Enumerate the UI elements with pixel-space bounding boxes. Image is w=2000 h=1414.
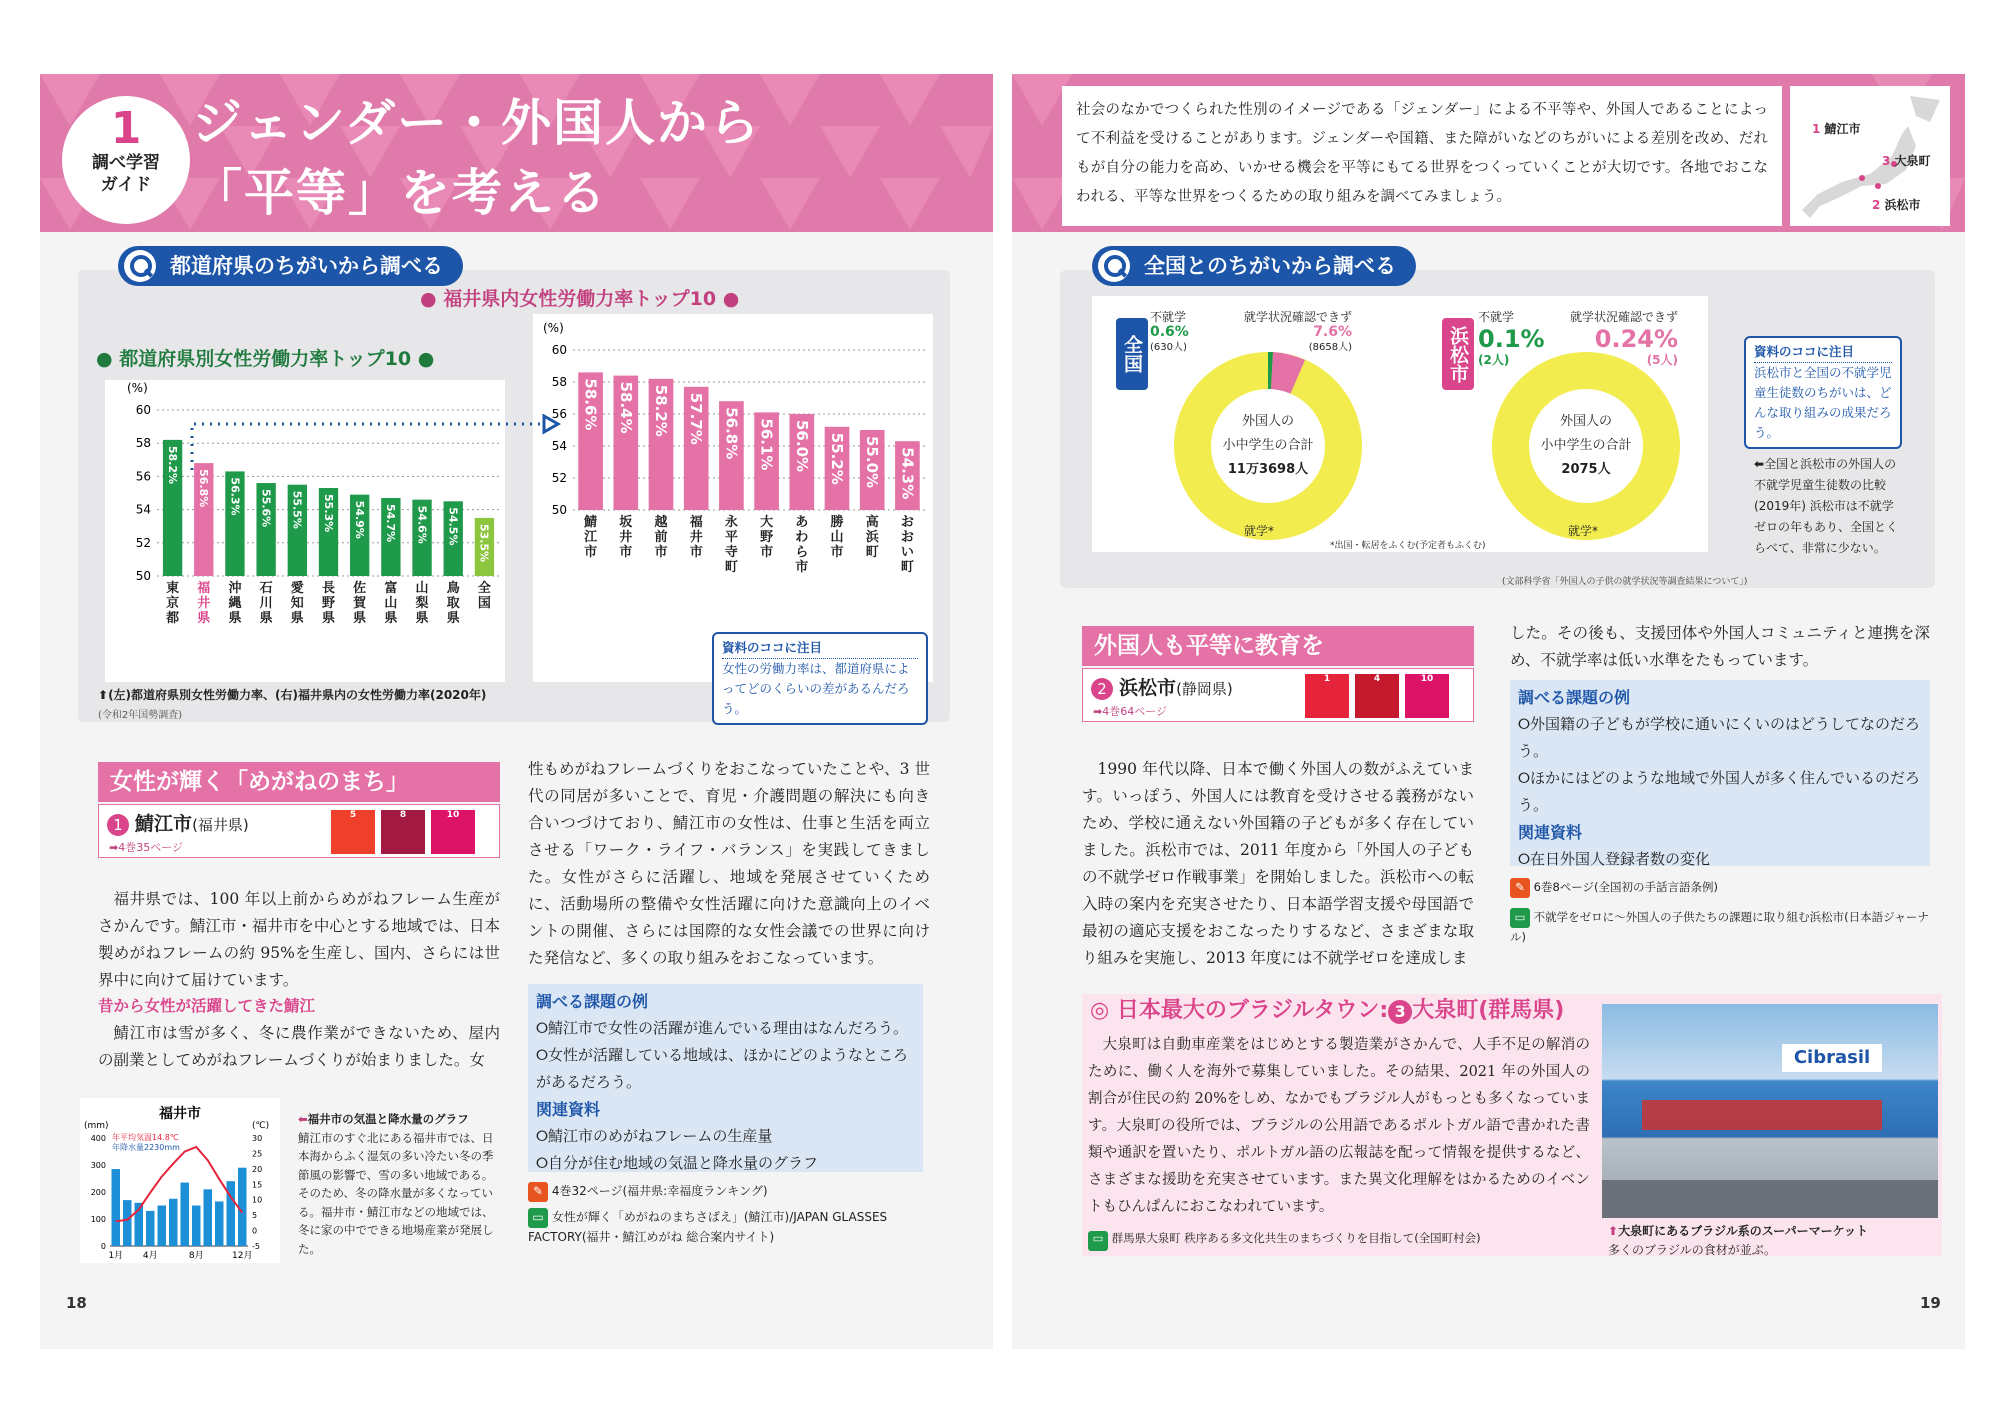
category-label-char: 都 (166, 611, 180, 626)
bar-value-label: 56.1% (757, 418, 776, 471)
category-label-char: 永 (724, 515, 738, 530)
web-ref[interactable]: ▭ 不就学をゼロに〜外国人の子供たちの課題に取り組む浜松市(日本語ジャーナル) (1510, 910, 1929, 944)
foreign-header-text: 外国人も平等に教育を (1094, 633, 1324, 659)
category-label-char: 県 (290, 611, 304, 626)
category-label-char: あ (795, 515, 809, 530)
bar-value-label: 55.5% (290, 490, 304, 529)
category-label-char: 市 (584, 545, 598, 560)
box-item-3: ⭘在日外国人登録者数の変化 (1518, 850, 1711, 868)
rain-bar (215, 1201, 224, 1246)
pie-source: (文部科学省「外国人の子供の就学状況等調査結果について」) (1502, 577, 1748, 587)
volume-ref: ➡4巻64ページ (1093, 705, 1167, 718)
bar-value-label: 56.0% (792, 420, 811, 473)
y-tick-label: 60 (135, 403, 151, 417)
category-label-char: 福 (689, 515, 703, 530)
box-item-2: ⭘ほかにはどのような地域で外国人が多く住んでいるのだろう。 (1518, 769, 1921, 814)
map-label-hamamatsu: 2 浜松市 (1872, 198, 1921, 212)
y-tick-label: 54 (135, 502, 151, 517)
y-tick-label: 50 (135, 569, 151, 583)
national-total: 11万3698人 (1227, 462, 1309, 477)
women-section-header (98, 762, 500, 802)
temp-tick: 20 (252, 1164, 263, 1174)
sdg-4-icon: 4 (1355, 674, 1399, 718)
category-label-char: 全 (477, 581, 491, 596)
category-label-char: 大 (760, 515, 774, 530)
city-name: 浜松市 (1119, 677, 1177, 699)
category-label-char: 佐 (353, 581, 367, 596)
bar-value-label: 55.0% (863, 436, 882, 489)
category-label-char: 長 (321, 581, 336, 596)
annual-temp-label: 年平均気温14.8℃ (112, 1133, 179, 1142)
city-number: 2 (1091, 678, 1113, 700)
bar-value-label: 56.8% (197, 469, 211, 508)
category-label-char: 前 (654, 530, 668, 545)
category-label-char: 市 (830, 545, 844, 560)
section-pill-national (1092, 246, 1416, 286)
title-line-2: 「平等」を考える (192, 164, 608, 222)
category-label-char: 縄 (228, 596, 242, 611)
temp-unit: (℃) (252, 1121, 270, 1131)
rain-unit: (mm) (84, 1121, 109, 1131)
category-label-char: 高 (865, 515, 879, 530)
rain-bar (123, 1200, 132, 1246)
foreign-paragraph-1: 1990 年代以降、日本で働く外国人の数がふえています。いっぽう、外国人には教育を受けさせる義務がないため、学校に通えない外国籍の子どもが多く存在していました。浜松市では、2011 年度から「外国人の子どもの不就学ゼロ作戦事業」を開始しました。浜松市への転入時の案内を充実させたり、日本語学習支援や母国語で最初の適応支援をおこなったりするなど、さまざまな取り組みを実施し、2013 年度には不就学ゼロを達成しま (1082, 760, 1474, 967)
national-nonschool-n: (630人) (1150, 342, 1187, 353)
category-label-char: 井 (619, 530, 633, 545)
category-label-char: 越 (654, 515, 668, 530)
title-line-1: ジェンダー・外国人から (192, 94, 761, 152)
japan-map (1790, 86, 1950, 226)
bar-value-label: 54.3% (898, 447, 917, 500)
category-label-char: わ (795, 530, 809, 545)
category-label-char: 坂 (619, 515, 633, 530)
category-label-char: 市 (795, 560, 809, 575)
rain-bar (192, 1206, 201, 1247)
chart-caption: ⬆(左)都道府県別女性労働力率、(右)福井県内の女性労働力率(2020年) (98, 688, 487, 702)
category-label-char: 江 (584, 530, 598, 545)
temp-tick: -5 (252, 1242, 260, 1251)
photo-caption: ⬆大泉町にあるブラジル系のスーパーマーケット 多くのブラジルの食材が並ぶ。 (1608, 1224, 1868, 1257)
map-label-sabae: 1 鯖江市 (1812, 122, 1861, 136)
bar-value-label: 54.5% (446, 507, 460, 546)
temp-tick: 0 (252, 1226, 258, 1236)
city-hamamatsu (1082, 668, 1474, 722)
map-label-oizumi: 3 大泉町 (1882, 154, 1931, 168)
computer-icon: ▭ (1088, 1231, 1108, 1251)
computer-icon: ▭ (1510, 908, 1530, 928)
town-name: 大泉町(群馬県) (1412, 998, 1565, 1023)
brazil-paragraph: 大泉町は自動車産業をはじめとする製造業がさかんで、人手不足の解消のために、働く人を海外で募集していました。その結果、2021 年の外国人の割合が住民の約 20%をしめ、なかでもブラジル人がもっとも多くなっています。大泉町の役所では、ブラジルの公用語であるポルトガル語で書かれた書類や通訳を置いたり、ポルトガル語の広報誌を配って情報を提供するなど、さまざまな援助を充実させています。また異文化理解をはかるためのイベントもひんぱんにおこなわれています。 (1088, 1037, 1590, 1215)
category-label-char: 山 (415, 581, 429, 596)
category-label-char: 寺 (724, 545, 738, 560)
city-name: 鯖江市 (135, 813, 193, 835)
foreign-paragraph-2: した。その後も、支援団体や外国人コミュニティと連携を深め、不就学率は低い水準をたもっています。 (1510, 624, 1930, 669)
box-item-4: ⭘自分が住む地域の気温と降水量のグラフ (536, 1154, 819, 1172)
sdg-10-icon: 10 (431, 810, 475, 854)
search-icon (124, 250, 156, 282)
rain-tick: 200 (90, 1188, 106, 1197)
right-page (1012, 74, 1965, 1349)
chart-link-arrow (188, 414, 568, 474)
note-heading: 資料のココに注目 (722, 638, 918, 659)
national-unconf-n: (8658人) (1308, 342, 1353, 353)
foreign-refs (1510, 878, 1930, 946)
month-label: 8月 (188, 1251, 204, 1261)
category-label-char: 浜 (865, 530, 879, 545)
category-label-char: お (900, 515, 914, 530)
category-label-char: 野 (321, 596, 336, 611)
category-label-char: 町 (724, 560, 738, 575)
box-item-1: ⭘外国籍の子どもが学校に通いにくいのはどうしてなのだろう。 (1518, 715, 1921, 760)
foreign-section-header (1082, 626, 1474, 666)
climate-chart (80, 1098, 280, 1263)
category-label-char: 県 (353, 611, 367, 626)
climate-bg (80, 1098, 280, 1263)
category-label-char: 県 (228, 611, 242, 626)
category-label-char: お (900, 530, 914, 545)
pill-label: 全国とのちがいから調べる (1144, 254, 1396, 278)
note-text: 浜松市と全国の不就学児童生徒数のちがいは、どんな取り組みの成果だろう。 (1754, 365, 1892, 440)
box-item-3: ⭘鯖江市のめがねフレームの生産量 (536, 1127, 773, 1145)
y-tick-label: 52 (551, 471, 567, 485)
hamamatsu-nonschool-n: (2人) (1478, 353, 1510, 367)
label-unconfirmed: 就学状況確認できず (1244, 310, 1353, 324)
web-ref[interactable]: ▭ 女性が輝く「めがねのまちさばえ」(鯖江市)/JAPAN GLASSES FACTORY(福井・鯖江めがね 総合案内サイト) (528, 1210, 888, 1244)
bar-value-label: 56.8% (722, 407, 741, 460)
box-heading-1: 調べる課題の例 (1518, 688, 1631, 707)
category-label-char: 梨 (415, 596, 429, 611)
chart-title-text: 福井県内女性労働力率トップ10 (443, 288, 717, 310)
rain-bar (146, 1211, 155, 1246)
rain-tick: 400 (90, 1134, 106, 1143)
bar-value-label: 55.2% (828, 432, 846, 485)
rain-bar (158, 1206, 167, 1247)
book-icon: ✎ (1510, 878, 1530, 898)
hamamatsu-tag: 浜松市 (1442, 318, 1474, 390)
category-label-char: 井 (689, 530, 703, 545)
women-paragraph-3: 性もめがねフレームづくりをおこなっていたことや、3 世代の同居が多いことで、育児・介護問題の解決にも向き合いつづけており、鯖江市の女性は、仕事と生活を両立させる「ワーク・ライフ・バランス」を実践してきました。女性がさらに活躍し、地域を発展させていくために、活動場所の整備や女性活躍に向けた意識向上のイベントの開催、さらには国際的な女性会議での世界に向けた発信など、多くの取り組みをおこなっています。 (528, 760, 930, 967)
town-number: 3 (1388, 1000, 1412, 1024)
women-paragraph-1: 福井県では、100 年以上前からめがねフレーム生産がさかんです。鯖江市・福井市を中心とする地域では、日本製めがねフレームの約 95%を生産し、国内、さらには世界中に向けて届けています。 (98, 890, 500, 989)
rain-bar (204, 1189, 213, 1246)
book-ref[interactable]: ✎ 4巻32ページ(福井県:幸福度ランキング) (528, 1182, 923, 1202)
bar-value-label: 58.6% (581, 378, 600, 431)
pie-caption: ⬅全国と浜松市の外国人の不就学児童生徒数の比較(2019年) 浜松市は不就学ゼロの年もあり、全国とくらべて、非常に少ない。 (1754, 457, 1899, 555)
sdg-10-icon: 10 (1405, 674, 1449, 718)
national-unconfirmed (1244, 310, 1352, 355)
bar-value-label: 54.7% (384, 503, 398, 543)
city-number: 1 (107, 814, 129, 836)
bar-value-label: 58.4% (616, 381, 635, 434)
brazil-web-ref[interactable]: ▭ 群馬県大泉町 秩序ある多文化共生のまちづくりを目指して(全国町村会) (1088, 1230, 1588, 1251)
category-label-char: 県 (415, 611, 429, 626)
sdg-1-icon: 1 (1305, 674, 1349, 718)
month-label: 12月 (232, 1251, 253, 1261)
category-label-char: 山 (830, 530, 844, 545)
category-label-char: 平 (724, 530, 738, 545)
climate-caption-heading: 福井市の気温と降水量のグラフ (307, 1112, 469, 1126)
y-tick-label: 50 (551, 503, 567, 517)
national-pie-center (1212, 410, 1324, 482)
category-label-char: 県 (384, 611, 398, 626)
temp-tick: 25 (252, 1149, 263, 1159)
bar-value-label: 54.6% (415, 505, 429, 544)
brazil-header: ◎ 日本最大のブラジルタウン: 3 大泉町(群馬県) (1090, 998, 1565, 1023)
book-ref[interactable]: ✎ 6巻8ページ(全国初の手話言語条例) (1510, 878, 1930, 898)
bar-value-label: 58.2% (165, 445, 179, 485)
hamamatsu-school-label: 就学* (1568, 524, 1599, 538)
bar-value-label: 54.9% (353, 500, 367, 539)
category-label-char: 鯖 (584, 515, 598, 530)
foreign-research-box (1510, 680, 1930, 866)
annual-rain-label: 年降水量2230mm (112, 1143, 180, 1152)
women-header-text: 女性が輝く「めがねのまち」 (110, 769, 409, 795)
category-label-char: 沖 (228, 581, 242, 596)
guide-label-1: 調べ学習 (92, 153, 160, 173)
chart-source: (令和2年国勢調査) (98, 710, 183, 721)
sdg-5-icon: 5 (331, 810, 375, 854)
hamamatsu-unconf-n: (5人) (1646, 353, 1679, 367)
city-pref: (福井県) (192, 816, 249, 834)
bar-value-label: 57.7% (687, 392, 706, 445)
national-unconf-pct: 7.6% (1313, 324, 1353, 340)
category-label-char: 取 (446, 596, 460, 611)
box-heading-1: 調べる課題の例 (536, 992, 649, 1011)
y-tick-label: 60 (551, 343, 567, 357)
focus-note-right (1744, 336, 1902, 449)
box-item-1: ⭘鯖江市で女性の活躍が進んでいる理由はなんだろう。 (536, 1019, 909, 1037)
category-label-char: 市 (619, 545, 633, 560)
search-icon (1098, 250, 1130, 282)
note-heading: 資料のココに注目 (1754, 342, 1892, 363)
national-nonschool-pct: 0.6% (1150, 324, 1189, 340)
bar-value-label: 53.5% (477, 523, 491, 563)
temp-tick: 10 (252, 1195, 263, 1205)
pie-center-label-1: 外国人の (1241, 414, 1294, 429)
category-label-char: 知 (290, 596, 304, 611)
supermarket-photo (1602, 1004, 1938, 1218)
box-heading-2: 関連資料 (536, 1100, 601, 1119)
national-nonschool (1150, 310, 1189, 355)
y-unit-label: (%) (127, 381, 148, 395)
women-subheading: 昔から女性が活躍してきた鯖江 (98, 997, 316, 1015)
temp-tick: 30 (252, 1134, 263, 1143)
bar-value-label: 56.3% (228, 477, 242, 516)
bar-value-label: 55.3% (321, 494, 335, 533)
box-heading-2: 関連資料 (1518, 823, 1583, 842)
climate-title: 福井市 (159, 1106, 201, 1122)
climate-caption-text: 鯖江市のすぐ北にある福井市では、日本海からふく湿気の多い冷たい冬の季節風の影響で、雪の多い地域である。そのため、冬の降水量が多くなっている。福井市・鯖江市などの地域では、冬に家の中でできる地場産業が発展した。 (298, 1130, 494, 1256)
y-unit-label: (%) (543, 321, 564, 335)
chart-title-prefecture: ● 都道府県別女性労働力率トップ10 ● (96, 348, 435, 370)
national-school-label: 就学* (1244, 524, 1275, 538)
rain-bar (238, 1168, 247, 1246)
month-label: 4月 (142, 1251, 158, 1261)
y-tick-label: 56 (135, 469, 151, 484)
category-label-char: 鳥 (446, 581, 460, 596)
label-nonschool: 不就学 (1150, 310, 1187, 324)
category-label-char: 市 (654, 545, 668, 560)
page-number-left: 18 (66, 1294, 87, 1312)
bar-value-label: 58.2% (652, 384, 670, 437)
temp-tick: 5 (252, 1211, 258, 1221)
hamamatsu-nonschool: 不就学 0.1% (2人) (1478, 310, 1545, 367)
category-label-char: 東 (166, 581, 180, 596)
category-label-char: 市 (689, 545, 703, 560)
chart-title-fukui: ● 福井県内女性労働力率トップ10 ● (420, 288, 740, 310)
rain-bar (181, 1183, 190, 1246)
category-label-char: 県 (197, 611, 211, 626)
left-page (40, 74, 993, 1349)
rain-bar (112, 1169, 121, 1246)
category-label-char: 国 (477, 596, 491, 611)
category-label-char: 市 (760, 545, 774, 560)
focus-note (712, 632, 928, 725)
category-label-char: 町 (865, 545, 879, 560)
chart-title-text: 都道府県別女性労働力率トップ10 (119, 348, 412, 370)
temp-tick: 15 (252, 1180, 263, 1190)
category-label-char: 県 (321, 611, 336, 626)
hamamatsu-total: 2075人 (1561, 462, 1611, 477)
book-icon: ✎ (528, 1182, 548, 1202)
rain-bar (169, 1199, 178, 1246)
pie-center-label-2: 小中学生の合計 (1222, 438, 1314, 453)
city-sabae (98, 804, 500, 858)
category-label-char: 福 (197, 581, 211, 596)
category-label-char: 富 (384, 581, 398, 596)
sdg-8-icon: 8 (381, 810, 425, 854)
climate-caption: ⬅福井市の気温と降水量のグラフ 鯖江市のすぐ北にある福井市では、日本海からふく湿気の多い冷たい冬の季節風の影響で、雪の多い地域である。そのため、冬の降水量が多くなっている。福井市・鯖江市などの地域では、冬に家の中でできる地場産業が発展した。 (298, 1110, 503, 1258)
rain-tick: 100 (90, 1215, 106, 1224)
national-tag: 全国 (1116, 318, 1148, 390)
category-label-char: 賀 (353, 596, 367, 611)
y-tick-label: 54 (551, 439, 567, 453)
section-pill-prefecture (118, 246, 463, 286)
category-label-char: 井 (197, 596, 211, 611)
women-paragraph-2: 鯖江市は雪が多く、冬に農作業ができないため、屋内の副業としてめがねフレームづくりが始まりました。女 (98, 1024, 500, 1069)
y-tick-label: 58 (135, 436, 151, 451)
category-label-char: 県 (446, 611, 460, 626)
category-label-char: ら (795, 545, 809, 560)
rain-tick: 300 (90, 1161, 106, 1170)
page-title (192, 88, 761, 228)
note-text: 女性の労働力率は、都道府県によってどのくらいの差があるんだろう。 (722, 661, 910, 716)
hamamatsu-pie-center (1530, 410, 1642, 482)
guide-label-2: ガイド (100, 175, 152, 195)
guide-number: 1 (110, 103, 142, 154)
pill-label: 都道府県のちがいから調べる (170, 254, 443, 278)
y-tick-label: 58 (551, 375, 567, 389)
category-label-char: 石 (259, 581, 273, 596)
category-label-char: 県 (259, 611, 273, 626)
category-label-char: 川 (259, 596, 273, 611)
women-research-box (528, 984, 923, 1172)
category-label-char: 野 (760, 530, 774, 545)
bar-value-label: 55.6% (259, 489, 273, 528)
computer-icon: ▭ (528, 1208, 548, 1228)
category-label-char: 勝 (830, 515, 844, 530)
month-label: 1月 (108, 1251, 124, 1261)
category-label-char: 愛 (290, 581, 304, 596)
box-item-2: ⭘女性が活躍している地域は、ほかにどのようなところがあるだろう。 (536, 1046, 909, 1091)
category-label-char: 京 (166, 596, 180, 611)
category-label-char: 山 (384, 596, 398, 611)
hamamatsu-unconf-pct: 0.24% (1594, 325, 1679, 353)
pie-center-label-1: 外国人の (1559, 414, 1612, 429)
hamamatsu-unconfirmed: 就学状況確認できず 0.24% (5人) (1570, 310, 1679, 367)
guide-badge (62, 96, 190, 224)
y-tick-label: 56 (551, 407, 567, 421)
pie-footnote: *出国・転居をふくむ(予定者もふくむ) (1330, 541, 1486, 551)
rain-tick: 0 (100, 1242, 106, 1251)
y-tick-label: 52 (135, 535, 151, 550)
title-band (40, 74, 993, 232)
fukui-bar-chart (533, 314, 933, 682)
volume-ref: ➡4巻35ページ (109, 841, 183, 854)
category-label-char: 町 (900, 560, 914, 575)
page-number-right: 19 (1920, 1294, 1941, 1312)
women-refs (528, 1182, 923, 1246)
pie-center-label-2: 小中学生の合計 (1540, 438, 1632, 453)
intro-text: 社会のなかでつくられた性別のイメージである「ジェンダー」による不平等や、外国人であることによって不利益を受けることがあります。ジェンダーや国籍、また障がいなどのちがいによる差別を改め、だれもが自分の能力を高め、いかせる機会を平等にもてる世界をつくっていくことが大切です。各地でおこなわれる、平等な世界をつくるための取り組みを調べてみましょう。 (1062, 86, 1782, 226)
category-label-char: い (900, 545, 914, 560)
hamamatsu-nonschool-pct: 0.1% (1478, 325, 1545, 353)
city-pref: (静岡県) (1176, 680, 1233, 698)
store-sign: Cibrasil (1782, 1044, 1882, 1072)
